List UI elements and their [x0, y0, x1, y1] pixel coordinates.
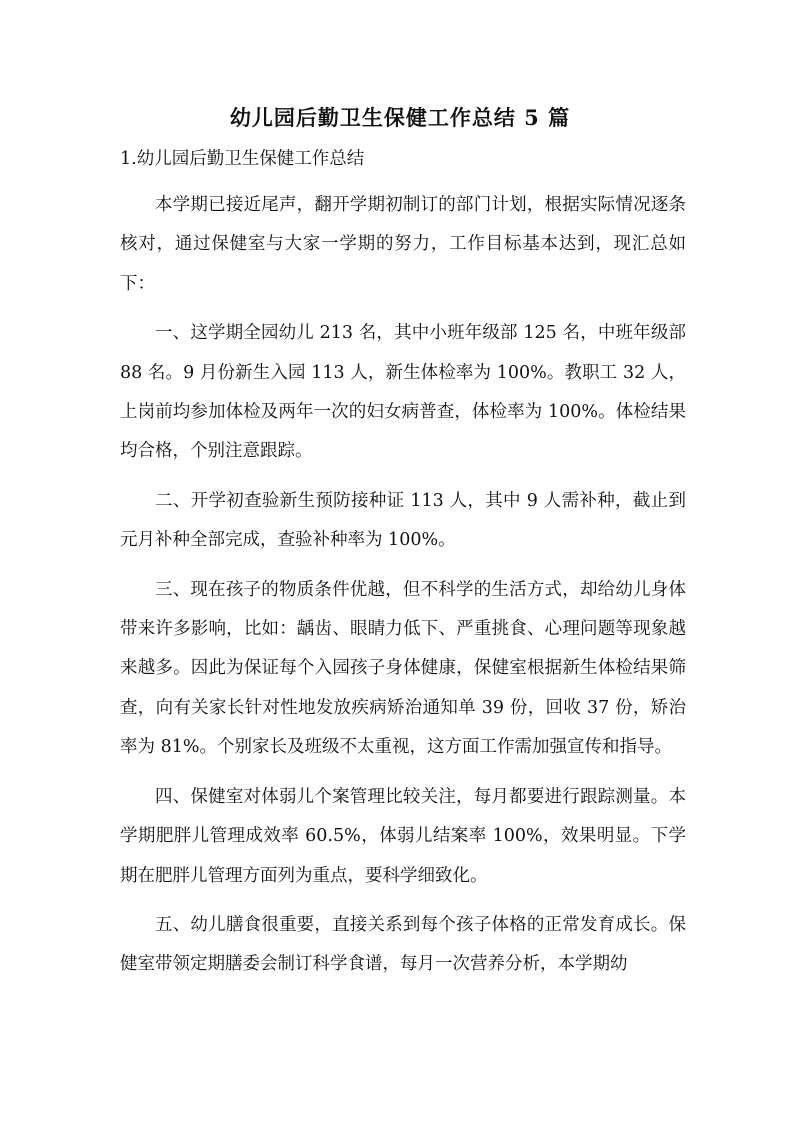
document-title: 幼儿园后勤卫生保健工作总结 5 篇	[229, 105, 571, 130]
paragraph-3: 三、现在孩子的物质条件优越，但不科学的生活方式，却给幼儿身体带来许多影响，比如：龋齿、眼睛力低下、严重挑食、心理问题等现象越来越多。因此为保证每个入园孩子身体健康，保健室根据新生体检结果筛查，向有关家长针对性地发放疾病矫治通知单 39 份，回收 37 份，矫治率为 81%。个别家长及班级不太重视，这方面工作需加强宣传和指导。	[120, 579, 686, 758]
paragraph-4: 四、保健室对体弱儿个案管理比较关注，每月都要进行跟踪测量。本学期肥胖儿管理成效率 60.5%，体弱儿结案率 100%，效果明显。下学期在肥胖儿管理方面列为重点，要科学细致化。	[120, 786, 686, 886]
section-heading: 1.幼儿园后勤卫生保健工作总结	[120, 149, 365, 169]
paragraph-1: 一、这学期全园幼儿 213 名，其中小班年级部 125 名，中班年级部 88 名。9 月份新生入园 113 人，新生体检率为 100%。教职工 32 人，上岗前均参加体检及两年一次的妇女病普查，体检率为 100%。体检结果均合格，个别注意跟踪。	[120, 323, 686, 462]
paragraph-5: 五、幼儿膳食很重要，直接关系到每个孩子体格的正常发育成长。保健室带领定期膳委会制订科学食谱，每月一次营养分析，本学期幼	[120, 914, 686, 975]
paragraph-2: 二、开学初查验新生预防接种证 113 人，其中 9 人需补种，截止到元月补种全部完成，查验补种率为 100%。	[120, 490, 686, 551]
paragraph-intro: 本学期已接近尾声，翻开学期初制订的部门计划，根据实际情况逐条核对，通过保健室与大家一学期的努力，工作目标基本达到，现汇总如下：	[120, 195, 686, 294]
document-body	[120, 186, 686, 995]
